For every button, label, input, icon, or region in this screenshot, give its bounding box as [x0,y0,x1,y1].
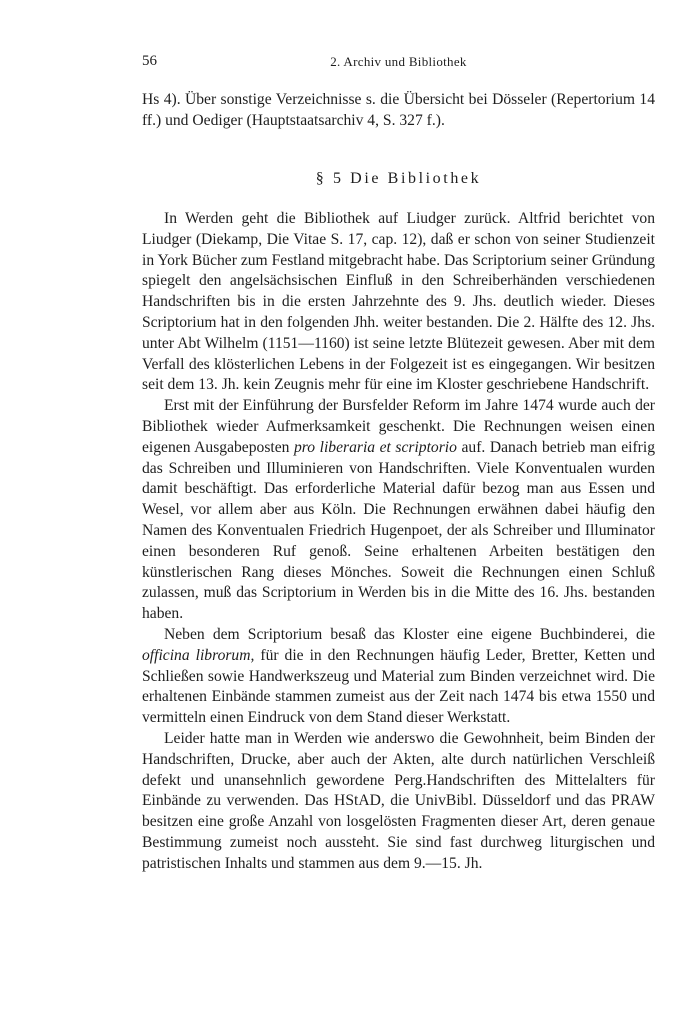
paragraph-3-latin-term: officina librorum, [142,646,255,664]
intro-paragraph: Hs 4). Über sonstige Verzeichnisse s. die Übersicht bei Dösseler (Repertorium 14 ff.) und Oediger (Hauptstaatsarchiv 4, S. 327 f.). [142,91,655,129]
paragraph-1: In Werden geht die Bibliothek auf Liudger zurück. Altfrid berichtet von Liudger (Diekamp, Die Vitae S. 17, cap. 12), daß er schon von seiner Studienzeit in York Bücher zum Festland mitgebracht habe. Das Scriptorium seiner Gründung spiegelt den angelsächsischen Einfluß in den Schreiberhänden verschiedenen Handschriften bis in die ersten Jahrzehnte des 9. Jhs. deutlich wieder. Dieses Scriptorium hat in den folgenden Jhh. weiter bestanden. Die 2. Hälfte des 12. Jhs. unter Abt Wilhelm (1151—1160) ist seine letzte Blütezeit gewesen. Aber mit dem Verfall des klösterlichen Lebens in der Folgezeit ist es eingegangen. Wir besitzen seit dem 13. Jh. kein Zeugnis mehr für eine im Kloster geschriebene Handschrift. [142,210,655,394]
running-head [142,53,655,73]
paragraph-2-latin-term: pro liberaria et scriptorio [294,438,457,456]
page-number: 56 [142,53,157,69]
paragraph-3-text-b: für die in den Rechnungen häufig Leder, Bretter, Ketten und Schließen sowie Handwerkszeug und Material zum Binden verzeichnet wird. Die erhaltenen Einbände stammen zumeist aus der Zeit nach 1474 bis etwa 1550 und vermitteln einen Eindruck von dem Stand dieser Werkstatt. [142,646,655,727]
intro-paragraph-block [142,90,655,132]
section-body [142,209,655,875]
section-heading: § 5 Die Bibliothek [315,170,482,187]
running-title: 2. Archiv und Bibliothek [330,54,467,69]
paragraph-2-text-b: auf. Danach betrieb man eifrig das Schreiben und Illuminieren von Handschriften. Viele Konventualen wurden damit beschäftigt. Das erforderliche Material dafür bezog man aus Essen und Wesel, vor allem aber aus Köln. Die Rechnungen erwähnen dabei häufig den Namen des Konventualen Friedrich Hugenpoet, der als Schreiber und Illuminator einen besonderen Ruf genoß. Seine erhaltenen Arbeiten bestätigen den künstlerischen Rang dieses Mönches. Soweit die Rechnungen einen Schluß zulassen, muß das Scriptorium in Werden bis in die Mitte des 16. Jhs. bestanden haben. [142,438,655,623]
paragraph-2-text-a: Erst mit der Einführung der Bursfelder Reform im Jahre 1474 wurde auch der Bibliothek wieder Aufmerksamkeit geschenkt. Die Rechnungen weisen einen eigenen Ausgabeposten [142,397,655,456]
paragraph-3-text-a: Neben dem Scriptorium besaß das Kloster eine eigene Buchbinderei, die [164,625,655,643]
paragraph-2 [142,396,655,625]
paragraph-4: Leider hatte man in Werden wie anderswo die Gewohnheit, beim Binden der Handschriften, Drucke, aber auch der Akten, alte durch natürlichen Verschleiß defekt und unansehnlich gewordene Perg.Handschriften des Mittelalters für Einbände zu verwenden. Das HStAD, die UnivBibl. Düsseldorf und das PRAW besitzen eine große Anzahl von losgelösten Fragmenten dieser Art, deren genaue Bestimmung zumeist noch aussteht. Sie sind fast durchweg liturgischen und patristischen Inhalts und stammen aus dem 9.—15. Jh. [142,729,655,872]
paragraph-3 [142,625,655,729]
